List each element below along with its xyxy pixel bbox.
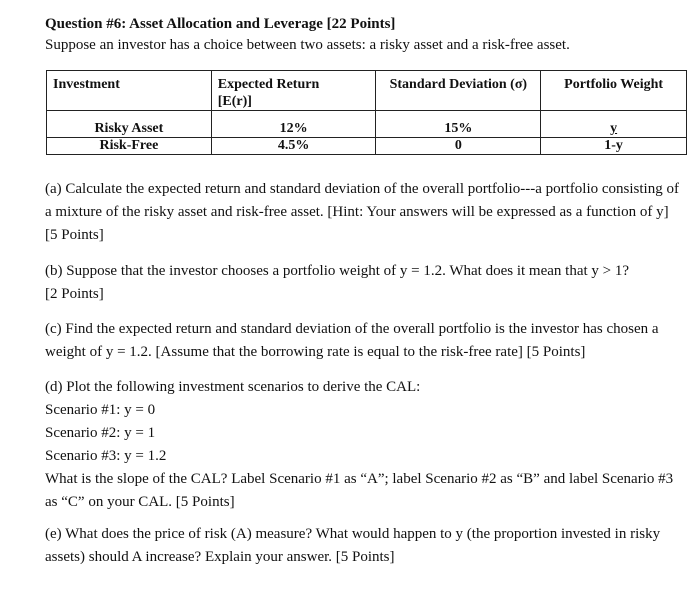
header-expected-return-line2: [E(r)] [217,94,252,109]
header-investment: Investment [47,71,212,111]
part-c-line1: (c) Find the expected return and standard deviation of the overall portfolio is the investor has chosen a [45,321,659,337]
part-e-line2: assets) should A increase? Explain your answer. [5 Points] [45,549,395,565]
header-std-dev: Standard Deviation (σ) [376,71,541,111]
part-a-line3: [5 Points] [45,227,104,243]
cell-weight [541,121,687,138]
part-e [45,523,690,569]
question-title: Question #6: Asset Allocation and Leverage [22 Points] [45,16,396,32]
header-expected-return-line1: Expected Return [217,77,320,92]
part-d-scenario3: Scenario #3: y = 1.2 [45,448,167,464]
cell-investment: Risky Asset [47,121,212,138]
part-d-scenario2: Scenario #2: y = 1 [45,425,156,441]
cell-expected-return: 4.5% [211,138,376,155]
part-d-line1: (d) Plot the following investment scenarios to derive the CAL: [45,379,421,395]
question-intro: Suppose an investor has a choice between two assets: a risky asset and a risk-free asset. [45,37,570,53]
part-d [45,376,690,514]
asset-table [46,70,687,155]
cell-weight-value: y [610,121,618,136]
table-row [47,121,687,138]
part-e-line1: (e) What does the price of risk (A) measure? What would happen to y (the proportion invested in risky [45,526,661,542]
table-spacer-row [47,111,687,122]
part-d-line5: What is the slope of the CAL? Label Scenario #1 as “A”; label Scenario #2 as “B” and label Scenario #3 [45,471,674,487]
cell-weight: 1-y [541,138,687,155]
cell-std-dev: 15% [376,121,541,138]
part-b-line1: (b) Suppose that the investor chooses a portfolio weight of y = 1.2. What does it mean that y > 1? [45,263,630,279]
cell-expected-return: 12% [211,121,376,138]
header-portfolio-weight: Portfolio Weight [541,71,687,111]
part-d-line6: as “C” on your CAL. [5 Points] [45,494,235,510]
part-b [45,260,690,306]
table-row [47,138,687,155]
table-header-row [47,71,687,111]
cell-std-dev: 0 [376,138,541,155]
part-a [45,178,690,247]
part-a-line2: a mixture of the risky asset and risk-free asset. [Hint: Your answers will be expressed as a function of y] [45,204,669,220]
part-a-line1: (a) Calculate the expected return and standard deviation of the overall portfolio---a portfolio consisting of [45,181,679,197]
part-b-line2: [2 Points] [45,286,104,302]
part-c-line2: weight of y = 1.2. [Assume that the borrowing rate is equal to the risk-free rate] [5 Points] [45,344,586,360]
part-c [45,318,690,364]
header-expected-return [211,71,376,111]
cell-investment: Risk-Free [47,138,212,155]
part-d-scenario1: Scenario #1: y = 0 [45,402,156,418]
